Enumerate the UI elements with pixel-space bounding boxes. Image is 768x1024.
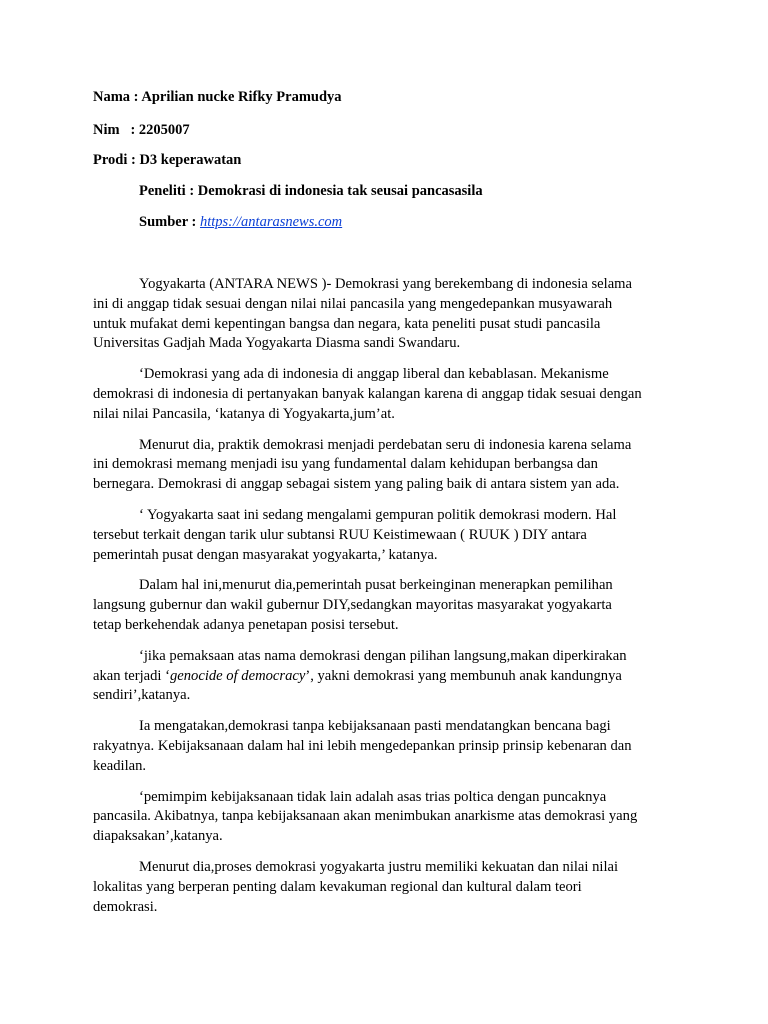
paragraph-line: ‘pemimpim kebijaksanaan tidak lain adalah asas trias poltica dengan puncaknya: [139, 788, 607, 805]
paragraph-line: demokrasi di indonesia di pertanyakan banyak kalangan karena di anggap tidak sesuai dengan: [93, 385, 642, 402]
paragraph-8: [93, 788, 659, 847]
sumber-link[interactable]: https://antarasnews.com: [199, 214, 343, 230]
paragraph-line: tersebut terkait dengan tarik ulur subtansi RUU Keistimewaan ( RUUK ) DIY antara: [93, 526, 587, 543]
paragraph-line: [93, 667, 659, 687]
paragraph-9: [93, 858, 659, 917]
paragraph-4: [93, 506, 659, 565]
paragraph-line: Ia mengatakan,demokrasi tanpa kebijaksanaan pasti mendatangkan bencana bagi: [139, 718, 611, 735]
prodi-label: Prodi :: [93, 152, 140, 168]
paragraph-line: Universitas Gadjah Mada Yogyakarta Diasma sandi Swandaru.: [93, 335, 461, 352]
paragraph-line: lokalitas yang berperan penting dalam kevakuman regional dan kultural dalam teori: [93, 878, 582, 895]
paragraph-line: tetap berkehendak adanya penetapan posisi tersebut.: [93, 616, 399, 633]
paragraph-line: ‘jika pemaksaan atas nama demokrasi dengan pilihan langsung,makan diperkirakan: [139, 647, 627, 664]
nim-value: 2205007: [138, 122, 190, 138]
paragraph-line: langsung gubernur dan wakil gubernur DIY,sedangkan mayoritas masyarakat yogyakarta: [93, 597, 612, 614]
peneliti-value: Demokrasi di indonesia tak seusai pancasasila: [197, 183, 483, 199]
paragraph-line: ini demokrasi memang menjadi isu yang fundamental dalam kehidupan berbangsa dan: [93, 456, 598, 473]
paragraph-line: bernegara. Demokrasi di anggap sebagai sistem yang paling baik di antara sistem yan ada.: [93, 476, 620, 493]
emphasis-phrase: genocide of democracy: [169, 667, 306, 684]
paragraph-1: [93, 275, 659, 354]
nim-label: Nim :: [93, 122, 139, 138]
paragraph-7: [93, 717, 659, 776]
paragraph-line: diapaksakan’,katanya.: [93, 828, 223, 845]
paragraph-line: keadilan.: [93, 757, 147, 774]
paragraph-line: Dalam hal ini,menurut dia,pemerintah pusat berkeinginan menerapkan pemilihan: [139, 577, 613, 594]
paragraph-line: ini di anggap tidak sesuai dengan nilai nilai pancasila yang mengedepankan musyawarah: [93, 295, 613, 312]
peneliti-label: Peneliti :: [139, 183, 198, 199]
paragraph-6: [93, 647, 659, 706]
paragraph-line: untuk mufakat demi kepentingan bangsa dan negara, kata peneliti pusat studi pancasila: [93, 315, 601, 332]
sumber-label: Sumber :: [139, 214, 200, 230]
paragraph-5: [93, 576, 659, 635]
paragraph-2: [93, 365, 659, 424]
nama-value: Aprilian nucke Rifky Pramudya: [141, 89, 342, 105]
paragraph-line: ‘ Yogyakarta saat ini sedang mengalami gempuran politik demokrasi modern. Hal: [139, 506, 617, 523]
paragraph-line: Yogyakarta (ANTARA NEWS )- Demokrasi yang berekembang di indonesia selama: [139, 276, 633, 292]
paragraph-line: Menurut dia, praktik demokrasi menjadi perdebatan seru di indonesia karena selama: [139, 436, 632, 453]
nama-label: Nama :: [93, 89, 142, 105]
paragraph-line: sendiri’,katanya.: [93, 687, 191, 704]
nim-line: [93, 121, 190, 139]
article-body: [93, 275, 659, 928]
peneliti-line: [139, 182, 483, 200]
paragraph-line: pemerintah pusat dengan masyarakat yogyakarta,’ katanya.: [93, 546, 438, 563]
paragraph-line: Menurut dia,proses demokrasi yogyakarta justru memiliki kekuatan dan nilai nilai: [139, 858, 619, 875]
paragraph-line: ‘Demokrasi yang ada di indonesia di anggap liberal dan kebablasan. Mekanisme: [139, 366, 609, 383]
paragraph-line: demokrasi.: [93, 898, 158, 915]
prodi-value: D3 keperawatan: [139, 152, 242, 168]
paragraph-3: [93, 436, 659, 495]
prodi-line: [93, 151, 241, 169]
paragraph-line: rakyatnya. Kebijaksanaan dalam hal ini lebih mengedepankan prinsip prinsip kebenaran dan: [93, 737, 632, 754]
line-text-pre: akan terjadi ‘: [93, 667, 170, 684]
paragraph-line: pancasila. Akibatnya, tanpa kebijaksanaan akan menimbukan anarkisme atas demokrasi yang: [93, 808, 638, 825]
sumber-line: [139, 213, 342, 231]
nama-line: [93, 88, 342, 106]
line-text-post: ’, yakni demokrasi yang membunuh anak kandungnya: [305, 667, 622, 684]
paragraph-line: nilai nilai Pancasila, ‘katanya di Yogyakarta,jum’at.: [93, 405, 395, 422]
